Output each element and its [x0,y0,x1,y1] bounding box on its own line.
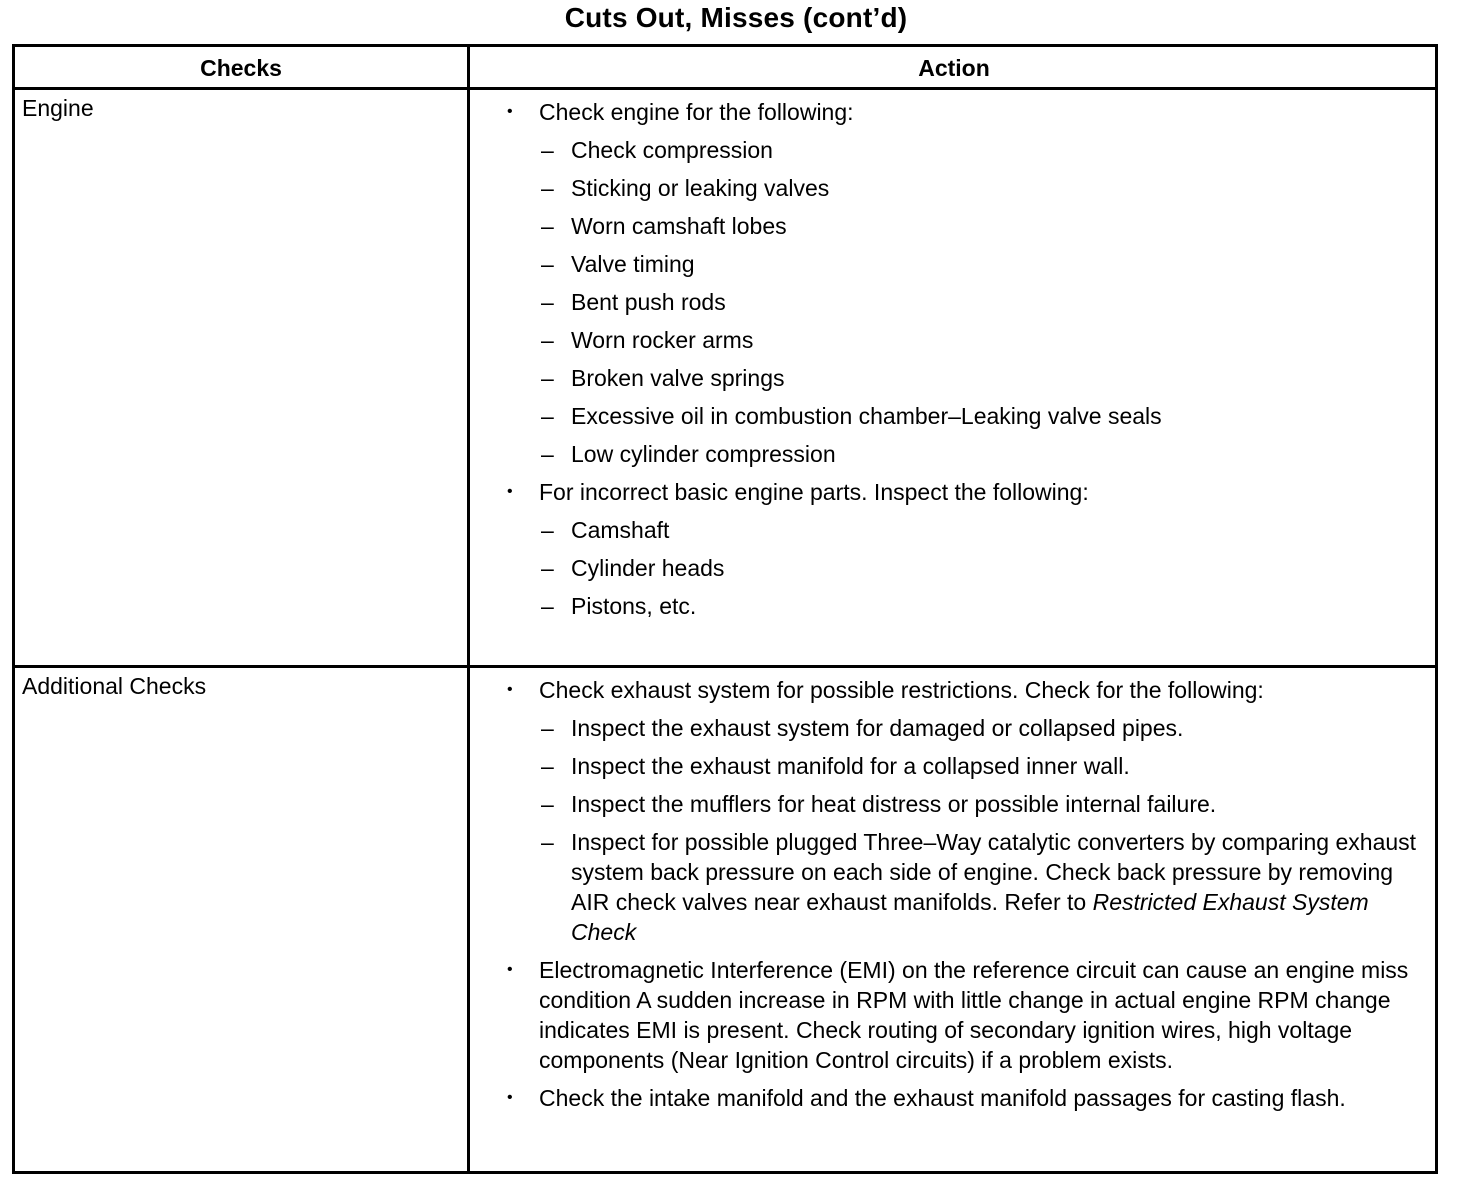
action-subitem: – Broken valve springs [493,363,1423,393]
checks-header: Checks [200,55,282,81]
action-subitem: – Inspect the mufflers for heat distress or possible internal failure. [493,789,1423,819]
action-subitem: – Inspect for possible plugged Three–Way catalytic converters by comparing exhaust system back pressure on each side of engine. Check back pressure by removing AIR check valves near exhaust manifolds. Refer to Restricted Exhaust System Check [493,827,1423,947]
column-divider [467,47,470,1171]
check-additional: Additional Checks [22,673,207,699]
row-divider [15,665,1435,668]
action-subitem: – Sticking or leaking valves [493,173,1423,203]
action-subitem: – Bent push rods [493,287,1423,317]
engine-actions [493,97,1423,629]
action-bullet: • For incorrect basic engine parts. Inspect the following: [493,477,1423,507]
action-bullet: • Check exhaust system for possible restrictions. Check for the following: [493,675,1423,705]
diagnostic-table [12,44,1438,1174]
action-subitem: – Excessive oil in combustion chamber–Leaking valve seals [493,401,1423,431]
action-subitem: – Valve timing [493,249,1423,279]
check-engine: Engine [22,95,94,121]
action-subitem: – Worn rocker arms [493,325,1423,355]
action-bullet: • Check the intake manifold and the exhaust manifold passages for casting flash. [493,1083,1423,1113]
additional-actions [493,675,1423,1121]
action-subitem: – Cylinder heads [493,553,1423,583]
action-subitem: – Inspect the exhaust system for damaged or collapsed pipes. [493,713,1423,743]
action-header: Action [918,55,990,81]
action-bullet: • Check engine for the following: [493,97,1423,127]
reference-link-text: Restricted Exhaust System Check [571,889,1369,945]
action-subitem: – Pistons, etc. [493,591,1423,621]
action-subitem: – Check compression [493,135,1423,165]
action-subitem: – Inspect the exhaust manifold for a collapsed inner wall. [493,751,1423,781]
action-subitem: – Camshaft [493,515,1423,545]
page-title: Cuts Out, Misses (cont’d) [564,2,908,33]
action-subitem: – Worn camshaft lobes [493,211,1423,241]
action-bullet: • Electromagnetic Interference (EMI) on the reference circuit can cause an engine miss condition A sudden increase in RPM with little change in actual engine RPM change indicates EMI is present. Check routing of secondary ignition wires, high voltage components (Near Ignition Control circuits) if a problem exists. [493,955,1423,1075]
action-subitem: – Low cylinder compression [493,439,1423,469]
header-divider [15,87,1435,90]
